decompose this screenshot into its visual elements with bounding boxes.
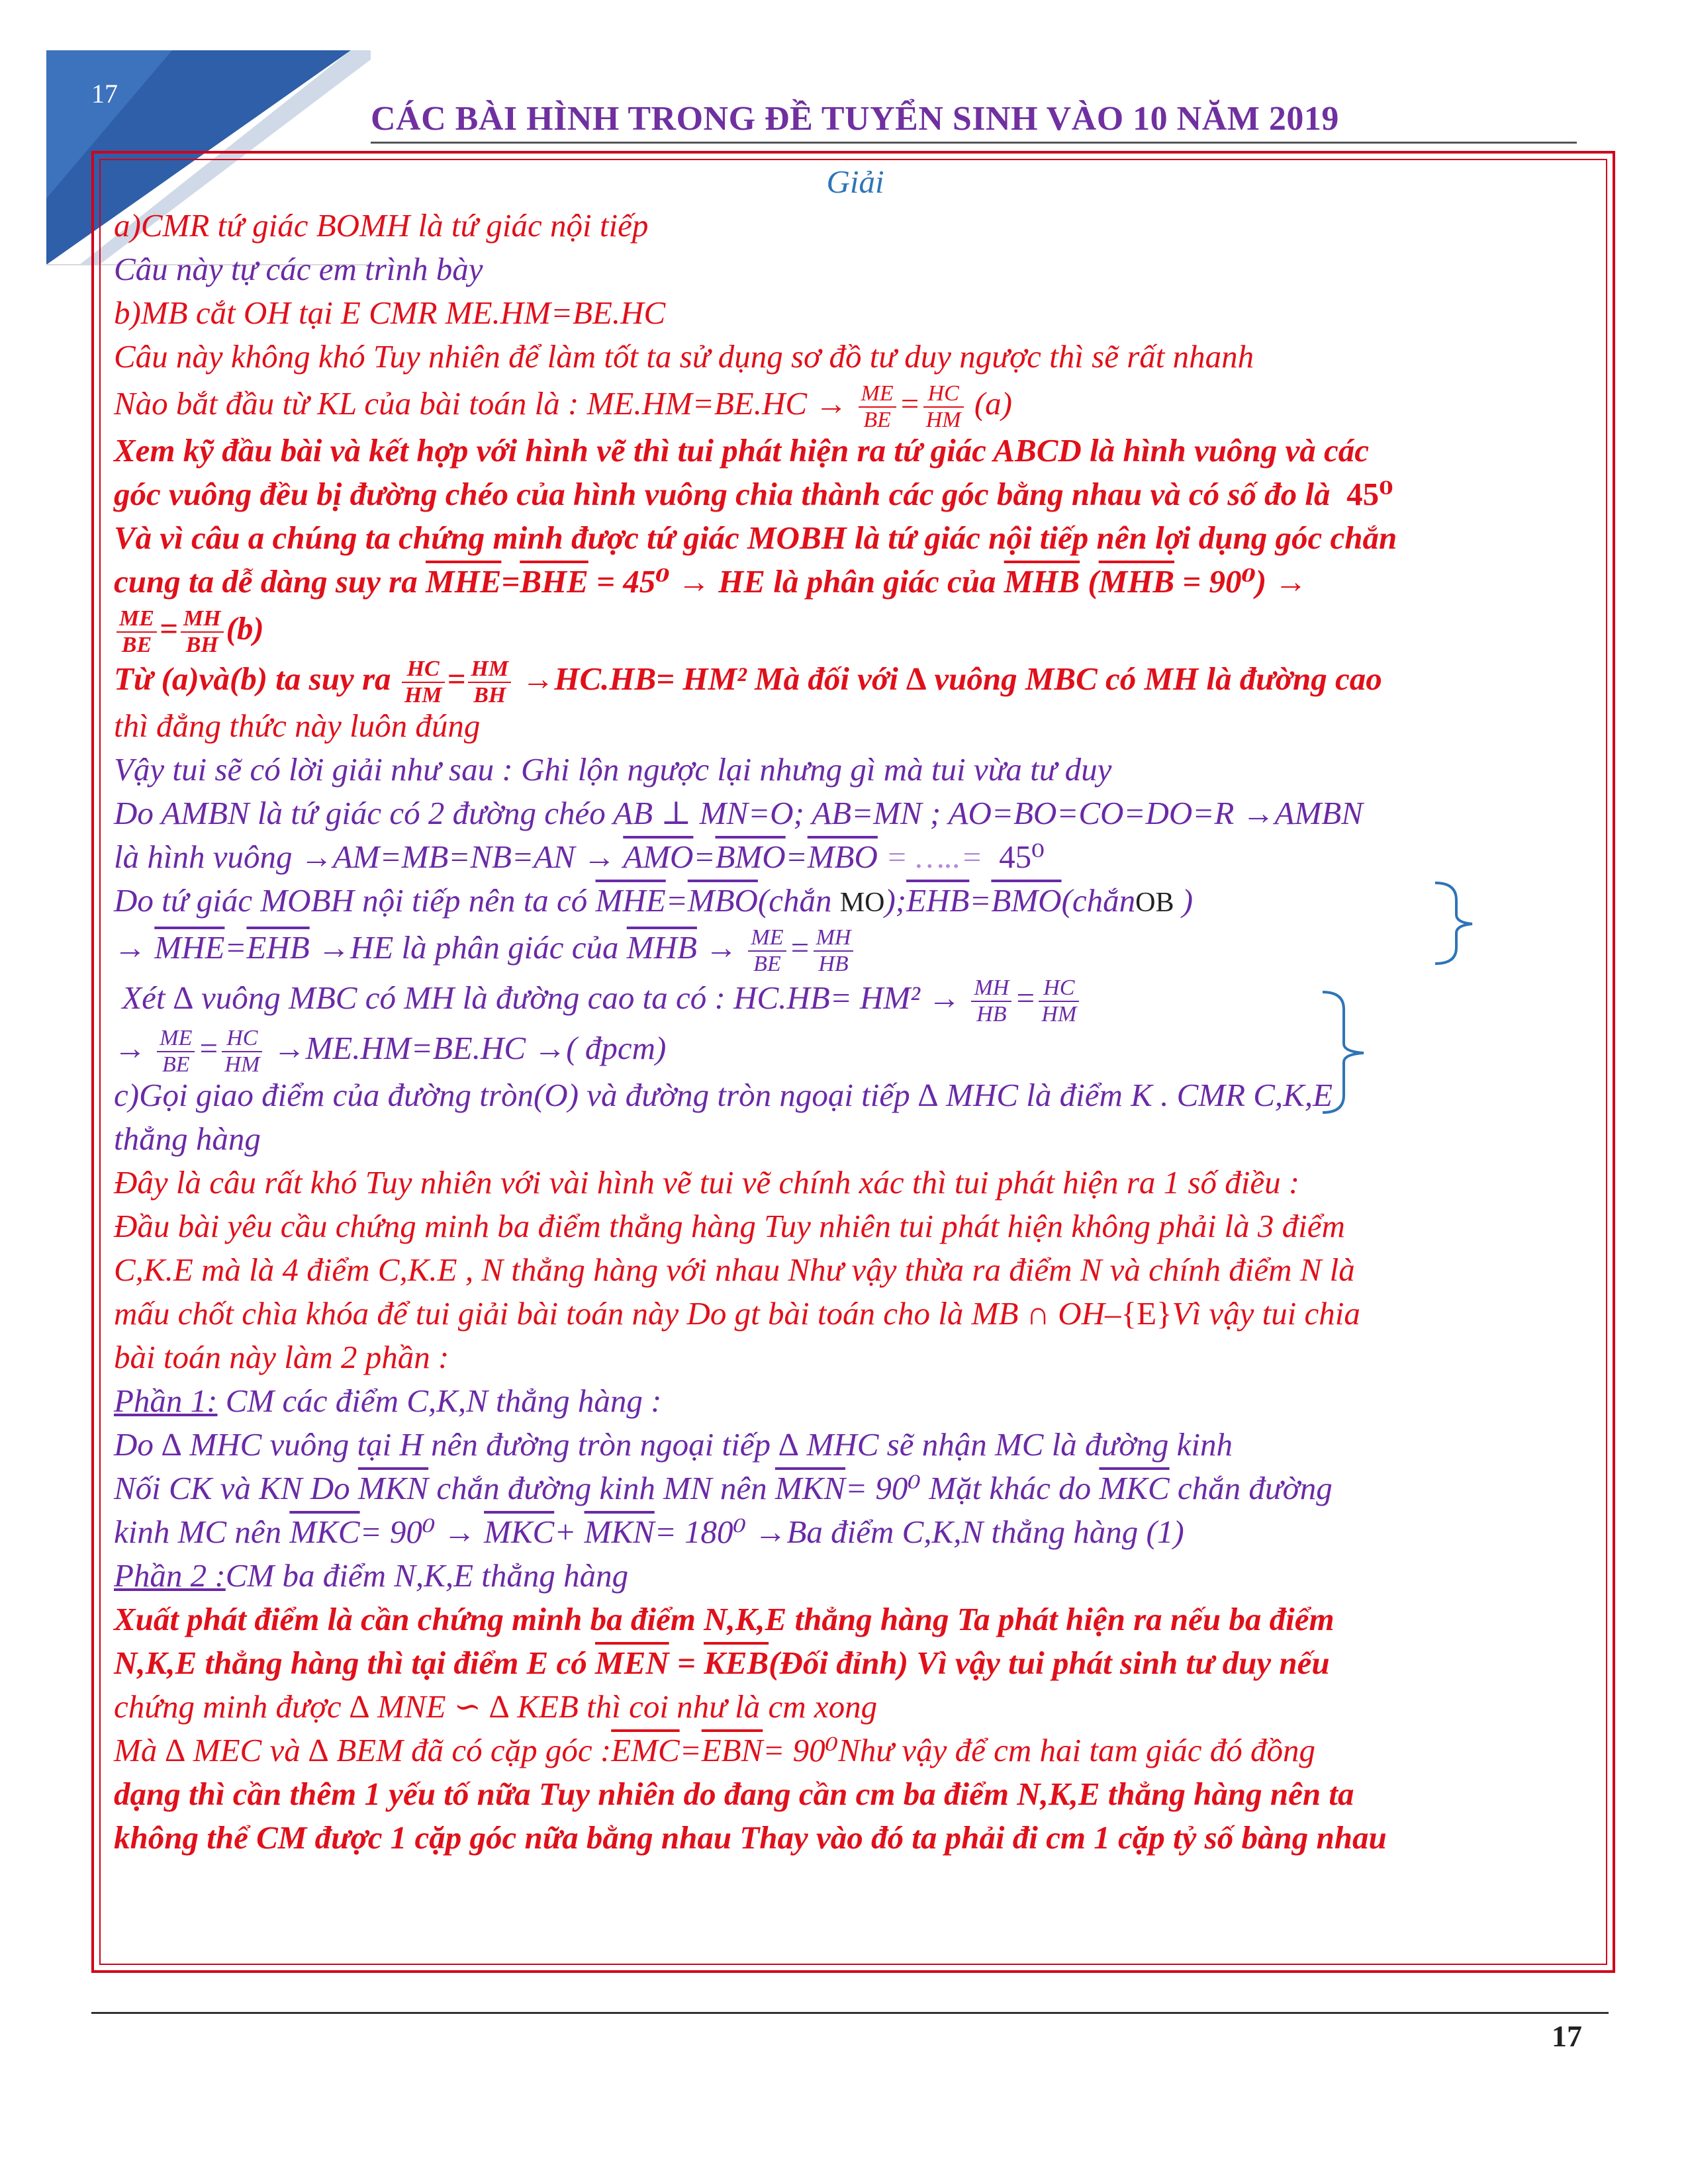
text-line: Đây là câu rất khó Tuy nhiên với vài hình vẽ tui vẽ chính xác thì tui phát hiện ra 1 số điều : — [114, 1164, 1300, 1201]
text-line: → $\frac{ME}{BE}$ = $\frac{HC}{HM}$ →ME.HM=BE.HC →( đpcm) — [114, 1025, 667, 1077]
text-line: c)Gọi giao điểm của đường tròn(O) và đường tròn ngoại tiếp ∆ MHC là điểm K . CMR C,K,E — [114, 1077, 1333, 1113]
text-span: (a) — [974, 385, 1012, 422]
section-heading: Giải — [826, 163, 884, 200]
text-line: cung ta dễ dàng suy ra $\overline{MHE}=\overline{BHE} = 45^0$ → HE là phân giác của $\overline{MHB}$ $(\overline{MHB} = 90^0)$ → — [114, 563, 1307, 600]
text-line: thì đẳng thức này luôn đúng — [114, 707, 481, 744]
text-line: Câu này tự các em trình bày — [114, 251, 483, 287]
text-line: Phần 2 :CM ba điểm N,K,E thẳng hàng — [114, 1557, 629, 1594]
brace-right-icon — [1430, 880, 1476, 966]
text-line: không thể CM được 1 cặp góc nữa bằng nhau Thay vào đó ta phải đi cm 1 cặp tỷ số bàng nhau — [114, 1819, 1387, 1856]
text-line: Và vì câu a chúng ta chứng minh được tứ giác MOBH là tứ giác nội tiếp nên lợi dụng góc chắn — [114, 520, 1397, 556]
text-line: thẳng hàng — [114, 1120, 261, 1157]
header-divider — [371, 142, 1577, 144]
text-line: là hình vuông $\to AM=MB=NB=AN \to \overline{AMO}=\overline{BMO}=\overline{MBO}$ = …..= 45⁰ — [114, 839, 1045, 875]
text-line: Phần 1: CM các điểm C,K,N thẳng hàng : — [114, 1383, 662, 1419]
text-line: N,K,E thẳng hàng thì tại điểm E có $\overline{MEN}$ = $\overline{KEB}(Đối$ đỉnh) Vì vậy tui phát sinh tư duy nếu — [114, 1645, 1330, 1681]
text-line: Do tứ giác MOBH nội tiếp nên ta có $\overline{MHE}=\overline{MBO}(chắn$ $MO);\overline{EHB}=\overline{BMO}(chắnOB$ ) — [114, 882, 1194, 919]
brace-right-icon — [1317, 989, 1370, 1115]
text-line: Xem kỹ đầu bài và kết hợp với hình vẽ thì tui phát hiện ra tứ giác ABCD là hình vuông và các — [114, 432, 1370, 469]
text-line: Nối CK và KN Do $\overline{MKN}$ chắn đường kinh MN nên $\overline{MKN}= 90^0$ Mặt khác do $\overline{MKC}$ chắn đường — [114, 1470, 1333, 1506]
text-span: Nào bắt đầu từ KL của bài toán là : ME.HM=BE.HC → — [114, 385, 848, 422]
text-line: góc vuông đều bị đường chéo của hình vuông chia thành các góc bằng nhau và có số đo là 45⁰ — [114, 476, 1393, 512]
fraction: $\frac{HC}{HM}$ — [923, 381, 964, 433]
text-line: chứng minh được ∆ MNE ∽ ∆ KEB thì coi như là cm xong — [114, 1688, 878, 1725]
text-line: Đầu bài yêu cầu chứng minh ba điểm thẳng hàng Tuy nhiên tui phát hiện không phải là 3 điểm — [114, 1208, 1345, 1244]
text-line: → $\overline{MHE}=\overline{EHB} \to HE$ là phân giác của $\overline{MHB}$ → $\frac{ME}{BE}$ = $\frac{MH}{HB}$ — [114, 923, 1597, 973]
fraction: $\frac{ME}{BE}$ — [859, 381, 896, 433]
text-line: Câu này không khó Tuy nhiên để làm tốt ta sử dụng sơ đồ tư duy ngược thì sẽ rất nhanh — [114, 338, 1254, 375]
text-line: Từ (a)và(b) ta suy ra $\frac{HC}{HM}$ = $\frac{HM}{BH}$ →HC.HB= HM² Mà đối với ∆ vuông MBC có MH là đường cao — [114, 656, 1382, 707]
text-line: Xét ∆ vuông MBC có MH là đường cao ta có : HC.HB= HM² → $\frac{MH}{HB}$ = $\frac{HC}{HM}$ — [114, 973, 1597, 1023]
page-number-top: 17 — [91, 79, 118, 109]
text-line: Vậy tui sẽ có lời giải như sau : Ghi lộn ngược lại nhưng gì mà tui vừa tư duy — [114, 751, 1112, 788]
text-line: C,K.E mà là 4 điểm C,K.E , N thẳng hàng với nhau Như vậy thừa ra điểm N và chính điểm N là — [114, 1251, 1355, 1288]
page-number-bottom: 17 — [1552, 2019, 1582, 2053]
footer-divider — [91, 2012, 1609, 2014]
text-line: Do AMBN là tứ giác có 2 đường chéo AB ⊥ MN=O; AB=MN ; AO=BO=CO=DO=R →AMBN — [114, 795, 1363, 831]
text-line: $\frac{ME}{BE}$ = $\frac{MH}{BH}$ (b) — [114, 604, 1597, 654]
text-line: kinh MC nên $\overline{MKC}= 90^0 \to \overline{MKC}+ \overline{MKN}= 180^0 \to Ba$ điểm C,K,N thẳng hàng (1) — [114, 1514, 1184, 1550]
text-line: bài toán này làm 2 phần : — [114, 1339, 449, 1375]
text-line: Do ∆ MHC vuông tại H nên đường tròn ngoại tiếp ∆ MHC sẽ nhận MC là đường kinh — [114, 1426, 1233, 1463]
text-line: b)MB cắt OH tại E CMR ME.HM=BE.HC — [114, 295, 666, 331]
text-line: Mà ∆ MEC và ∆ BEM đã có cặp góc $:\overline{EMC}=\overline{EBN}=$ 90⁰Như vậy để cm hai tam giác đó đồng — [114, 1732, 1315, 1768]
text-line: mấu chốt chìa khóa để tui giải bài toán này Do gt bài toán cho là MB ∩ OH–{E}Vì vậy tui chia — [114, 1295, 1360, 1332]
text-line: Xuất phát điểm là cần chứng minh ba điểm N,K,E thẳng hàng Ta phát hiện ra nếu ba điểm — [114, 1601, 1335, 1637]
text-line: Nào bắt đầu từ KL của bài toán là : ME.HM=BE.HC → $\frac{ME}{BE}$ = $\frac{HC}{HM}$ (a) — [114, 381, 1012, 432]
text-line: dạng thì cần thêm 1 yếu tố nữa Tuy nhiên do đang cần cm ba điểm N,K,E thẳng hàng nên ta — [114, 1776, 1354, 1812]
text-line: a)CMR tứ giác BOMH là tứ giác nội tiếp — [114, 207, 649, 244]
page-title: CÁC BÀI HÌNH TRONG ĐỀ TUYỂN SINH VÀO 10 NĂM 2019 — [371, 100, 1339, 138]
solution-body — [114, 160, 1597, 1860]
